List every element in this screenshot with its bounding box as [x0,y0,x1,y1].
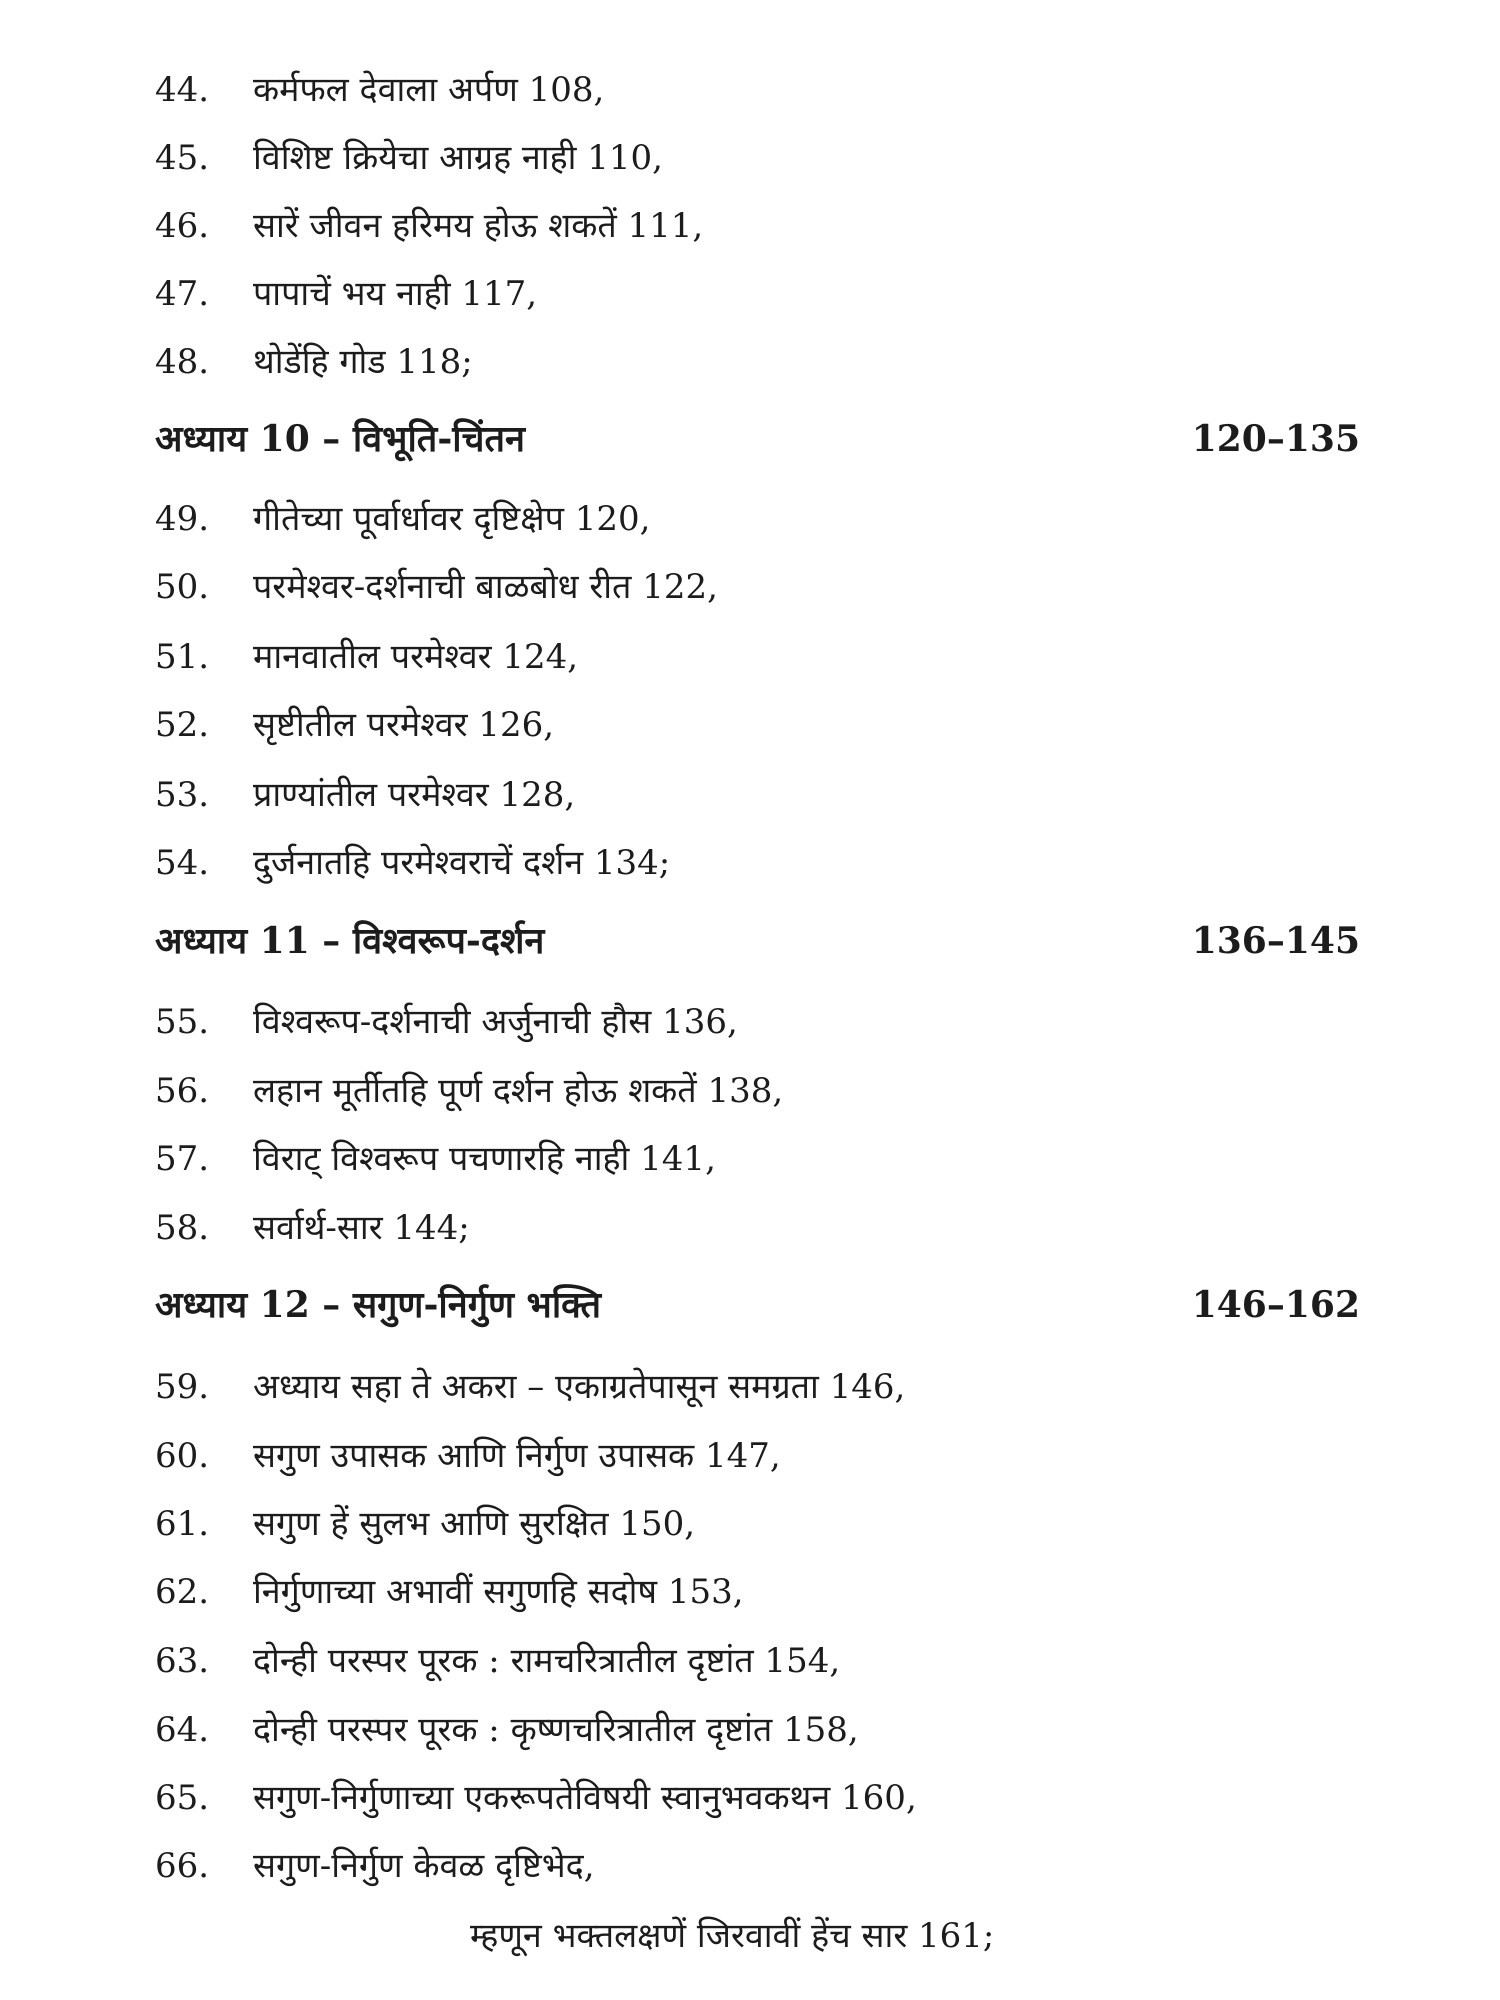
chapter-page-range: 146–162 [1191,1284,1360,1326]
entry-number: 65. [155,1778,210,1818]
entry-number: 52. [155,705,210,745]
entry-text: थोडेंहि गोड 118; [253,342,473,382]
entry-text: दोन्ही परस्पर पूरक : रामचरित्रातील दृष्टांत 154, [253,1641,841,1681]
toc-entry [155,562,718,612]
entry-number: 60. [155,1436,210,1476]
chapter-heading [155,412,1360,466]
chapter-page-range: 120–135 [1191,418,1360,460]
chapter-title: अध्याय 12 – सगुण-निर्गुण भक्ति [155,1284,601,1326]
toc-entry [155,494,650,544]
entry-text: निर्गुणाच्या अभावीं सगुणहि सदोष 153, [253,1572,744,1612]
toc-entry [155,997,738,1047]
entry-text: विशिष्ट क्रियेचा आग्रह नाही 110, [253,138,663,178]
toc-entry [155,700,554,750]
toc-entry [155,1705,859,1755]
toc-entry-continuation [470,1911,994,1961]
toc-entry [155,1134,716,1184]
entry-text: सगुण-निर्गुण केवळ दृष्टिभेद, [253,1846,595,1886]
entry-number: 49. [155,499,210,539]
entry-text: लहान मूर्तीतहि पूर्ण दर्शन होऊ शकतें 138, [253,1071,784,1111]
entry-text: प्राण्यांतील परमेश्वर 128, [253,775,576,815]
toc-entry [155,1362,905,1412]
entry-text: सर्वार्थ-सार 144; [253,1208,470,1248]
toc-entry [155,269,537,319]
toc-entry [155,1203,470,1253]
entry-text: सगुण उपासक आणि निर्गुण उपासक 147, [253,1436,781,1476]
entry-number: 62. [155,1572,210,1612]
toc-entry [155,337,473,387]
entry-number: 50. [155,567,210,607]
entry-number: 58. [155,1208,210,1248]
entry-number: 45. [155,138,210,178]
entry-number: 44. [155,70,210,110]
toc-entry [155,1636,840,1686]
entry-text: दोन्ही परस्पर पूरक : कृष्णचरित्रातील दृष्टांत 158, [253,1710,859,1750]
toc-entry [155,770,575,820]
entry-text: कर्मफल देवाला अर्पण 108, [253,70,605,110]
chapter-title: अध्याय 11 – विश्वरूप-दर्शन [155,920,545,962]
entry-number: 55. [155,1002,210,1042]
entry-number: 51. [155,637,210,677]
chapter-page-range: 136–145 [1191,920,1360,962]
entry-text: मानवातील परमेश्वर 124, [253,637,579,677]
entry-number: 56. [155,1071,210,1111]
entry-number: 64. [155,1710,210,1750]
toc-entry [155,632,578,682]
entry-text: सारें जीवन हरिमय होऊ शकतें 111, [253,206,704,246]
entry-number: 53. [155,775,210,815]
toc-entry [155,1431,781,1481]
entry-text: गीतेच्या पूर्वार्धावर दृष्टिक्षेप 120, [253,499,651,539]
entry-number: 63. [155,1641,210,1681]
entry-text: सगुण हें सुलभ आणि सुरक्षित 150, [253,1504,696,1544]
entry-text: परमेश्वर-दर्शनाची बाळबोध रीत 122, [253,567,718,607]
entry-number: 54. [155,843,210,883]
entry-number: 47. [155,274,210,314]
entry-number: 61. [155,1504,210,1544]
toc-entry [155,1773,917,1823]
chapter-title: अध्याय 10 – विभूति-चिंतन [155,418,525,460]
entry-continuation-text: म्हणून भक्तलक्षणें जिरवावीं हेंच सार 161; [470,1916,995,1956]
toc-entry [155,838,670,888]
toc-entry [155,133,663,183]
entry-number: 57. [155,1139,210,1179]
chapter-heading [155,914,1360,968]
toc-entry [155,1066,783,1116]
entry-text: अध्याय सहा ते अकरा – एकाग्रतेपासून समग्रता 146, [253,1367,906,1407]
entry-text: विश्वरूप-दर्शनाची अर्जुनाची हौस 136, [253,1002,738,1042]
entry-text: विराट् विश्वरूप पचणारहि नाही 141, [253,1139,716,1179]
toc-entry [155,1499,695,1549]
toc-entry [155,201,703,251]
entry-text: सृष्टीतील परमेश्वर 126, [253,705,555,745]
toc-entry [155,1567,744,1617]
chapter-heading [155,1278,1360,1332]
entry-number: 48. [155,342,210,382]
toc-entry [155,1841,595,1891]
entry-number: 46. [155,206,210,246]
entry-text: सगुण-निर्गुणाच्या एकरूपतेविषयी स्वानुभवकथन 160, [253,1778,917,1818]
entry-number: 59. [155,1367,210,1407]
toc-entry [155,65,604,115]
entry-number: 66. [155,1846,210,1886]
entry-text: दुर्जनातहि परमेश्वराचें दर्शन 134; [253,843,671,883]
entry-text: पापाचें भय नाही 117, [253,274,538,314]
